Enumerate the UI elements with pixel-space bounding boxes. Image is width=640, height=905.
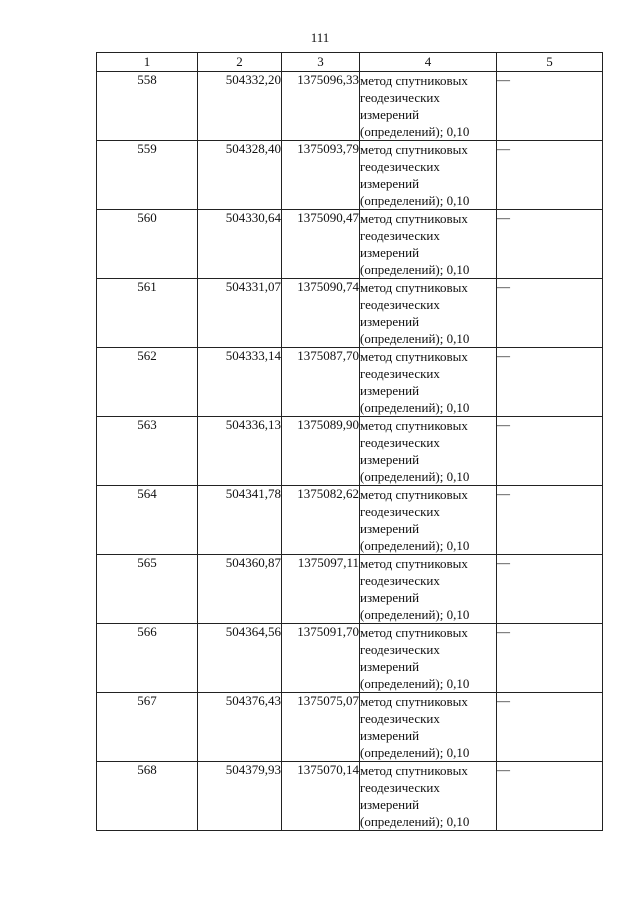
coord-y: 1375087,70 (282, 348, 360, 417)
table-row (97, 486, 603, 555)
table-row (97, 210, 603, 279)
table-row (97, 348, 603, 417)
coord-y: 1375075,07 (282, 693, 360, 762)
coord-y: 1375091,70 (282, 624, 360, 693)
coord-y: 1375096,33 (282, 72, 360, 141)
method-cell (360, 693, 497, 762)
coord-x: 504364,56 (198, 624, 282, 693)
note-cell: — (497, 762, 603, 831)
coord-x: 504328,40 (198, 141, 282, 210)
method-text: метод спутниковых геодезических измерений (определений); 0,10 (360, 142, 470, 208)
header-col-3: 3 (282, 53, 360, 72)
method-cell (360, 210, 497, 279)
coord-x: 504333,14 (198, 348, 282, 417)
point-number: 566 (97, 624, 198, 693)
method-text: метод спутниковых геодезических измерений (определений); 0,10 (360, 625, 470, 691)
method-cell (360, 486, 497, 555)
method-cell (360, 141, 497, 210)
method-cell (360, 72, 497, 141)
coord-y: 1375089,90 (282, 417, 360, 486)
note-cell: — (497, 486, 603, 555)
point-number: 563 (97, 417, 198, 486)
note-cell: — (497, 210, 603, 279)
table-row (97, 72, 603, 141)
coord-y: 1375070,14 (282, 762, 360, 831)
point-number: 558 (97, 72, 198, 141)
table-row (97, 279, 603, 348)
point-number: 562 (97, 348, 198, 417)
method-text: метод спутниковых геодезических измерений (определений); 0,10 (360, 556, 470, 622)
table-row (97, 141, 603, 210)
method-text: метод спутниковых геодезических измерений (определений); 0,10 (360, 73, 470, 139)
table-row (97, 624, 603, 693)
table-row (97, 417, 603, 486)
note-cell: — (497, 624, 603, 693)
coord-y: 1375097,11 (282, 555, 360, 624)
method-text: метод спутниковых геодезических измерений (определений); 0,10 (360, 487, 470, 553)
method-text: метод спутниковых геодезических измерений (определений); 0,10 (360, 763, 470, 829)
method-cell (360, 417, 497, 486)
header-col-2: 2 (198, 53, 282, 72)
coord-y: 1375093,79 (282, 141, 360, 210)
header-col-4: 4 (360, 53, 497, 72)
coord-x: 504376,43 (198, 693, 282, 762)
note-cell: — (497, 72, 603, 141)
header-col-1: 1 (97, 53, 198, 72)
table-row (97, 762, 603, 831)
method-text: метод спутниковых геодезических измерений (определений); 0,10 (360, 694, 470, 760)
coord-y: 1375082,62 (282, 486, 360, 555)
table-header-row (97, 53, 603, 72)
method-text: метод спутниковых геодезических измерений (определений); 0,10 (360, 211, 470, 277)
method-text: метод спутниковых геодезических измерений (определений); 0,10 (360, 418, 470, 484)
coord-x: 504336,13 (198, 417, 282, 486)
note-cell: — (497, 348, 603, 417)
note-cell: — (497, 693, 603, 762)
method-cell (360, 348, 497, 417)
note-cell: — (497, 279, 603, 348)
page-number: 111 (310, 30, 330, 45)
note-cell: — (497, 141, 603, 210)
point-number: 559 (97, 141, 198, 210)
coord-x: 504330,64 (198, 210, 282, 279)
coord-x: 504331,07 (198, 279, 282, 348)
point-number: 568 (97, 762, 198, 831)
coord-y: 1375090,47 (282, 210, 360, 279)
point-number: 560 (97, 210, 198, 279)
table-row (97, 693, 603, 762)
method-cell (360, 762, 497, 831)
header-col-5: 5 (497, 53, 603, 72)
point-number: 567 (97, 693, 198, 762)
coordinates-table (96, 52, 603, 831)
note-cell: — (497, 555, 603, 624)
coord-x: 504379,93 (198, 762, 282, 831)
point-number: 565 (97, 555, 198, 624)
method-text: метод спутниковых геодезических измерений (определений); 0,10 (360, 349, 470, 415)
method-cell (360, 555, 497, 624)
method-cell (360, 624, 497, 693)
coord-x: 504332,20 (198, 72, 282, 141)
coord-y: 1375090,74 (282, 279, 360, 348)
table-row (97, 555, 603, 624)
coord-x: 504341,78 (198, 486, 282, 555)
note-cell: — (497, 417, 603, 486)
method-text: метод спутниковых геодезических измерений (определений); 0,10 (360, 280, 470, 346)
point-number: 564 (97, 486, 198, 555)
point-number: 561 (97, 279, 198, 348)
method-cell (360, 279, 497, 348)
coord-x: 504360,87 (198, 555, 282, 624)
